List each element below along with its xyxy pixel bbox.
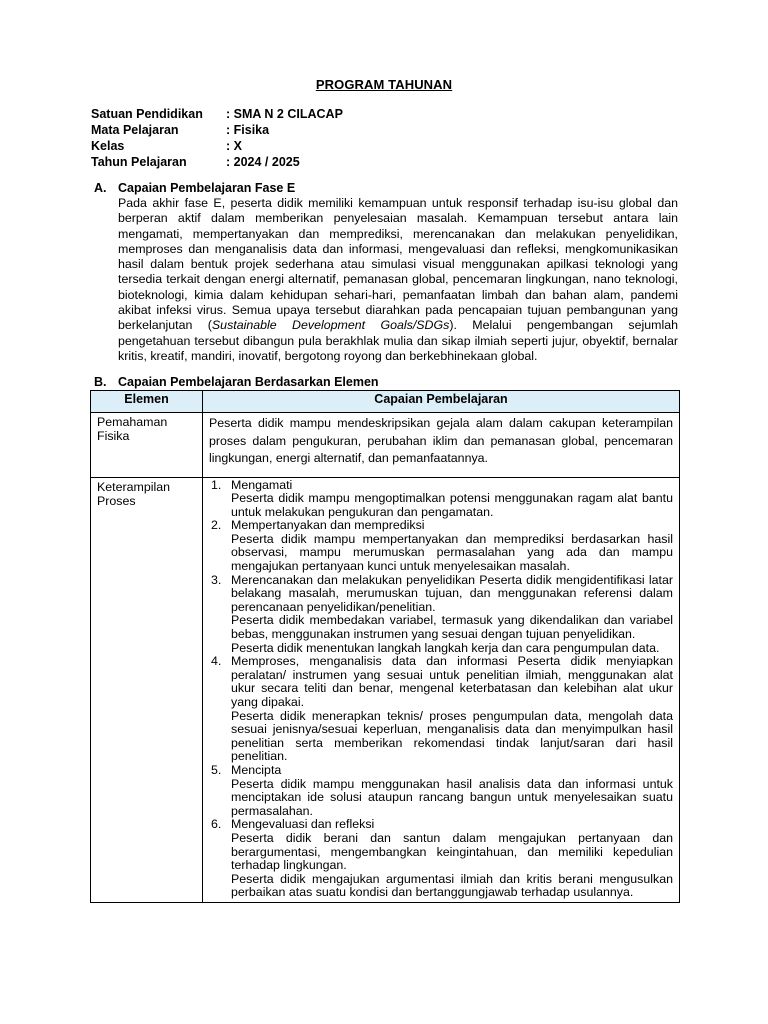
paragraph-text: Pada akhir fase E, peserta didik memiliki kemampuan untuk responsif terhadap isu-isu global dan berperan aktif dalam memberikan penyelesaian masalah. Kemampuan tersebut antara lain mengamati, mempertanyakan dan memprediksi, merencanakan dan melakukan penyelidikan, memproses dan menganalisis data dan informasi, mengevaluasi dan refleksi, mengkomunikasikan hasil dalam bentuk projek sederhana atau simulasi visual menggunakan apilkasi teknologi yang tersedia terkait dengan energi alternatif, pemanasan global, pencemaran lingkungan, nano teknologi, bioteknologi, kimia dalam kehidupan sehari-hari, pemanfaatan limbah dan bahan alam, pandemi akibat infeksi virus. Semua upaya tersebut diarahkan pada pencapaian tujuan pembangunan yang berkelanjutan ( bbox=[118, 196, 678, 333]
table-row bbox=[91, 413, 680, 478]
step-title: Mengamati bbox=[231, 477, 293, 492]
table-header-row bbox=[91, 391, 680, 413]
column-header-outcome: Capaian Pembelajaran bbox=[203, 391, 680, 413]
step-text: Peserta didik menentukan langkah langkah kerja dan cara pengumpulan data. bbox=[231, 640, 660, 655]
table-row bbox=[91, 477, 680, 902]
paragraph-italic-text: Sustainable Development Goals/SDGs bbox=[211, 318, 450, 333]
identity-block bbox=[91, 106, 343, 170]
step-text: Peserta didik berani dan santun dalam mengajukan pertanyaan dan berargumentasi, mengembangkan keingintahuan, dan memiliki kepedulian terhadap lingkungan. bbox=[231, 830, 673, 873]
meta-label: Kelas bbox=[91, 139, 125, 153]
outcome-cell: Peserta didik mampu mendeskripsikan gejala alam dalam cakupan keterampilan proses dalam pengukuran, perubahan iklim dan pemanasan global, pencemaran lingkungan, energi alternatif, dan pemanfaatannya. bbox=[203, 413, 680, 478]
meta-value: : 2024 / 2025 bbox=[226, 155, 300, 169]
section-title: Capaian Pembelajaran Fase E bbox=[118, 181, 296, 195]
meta-label: Tahun Pelajaran bbox=[91, 155, 187, 169]
list-number: 4. bbox=[211, 654, 222, 669]
meta-value: : SMA N 2 CILACAP bbox=[226, 107, 343, 121]
section-title: Capaian Pembelajaran Berdasarkan Elemen bbox=[118, 375, 379, 389]
section-letter: A. bbox=[94, 181, 107, 195]
step-text: Peserta didik mampu mempertanyakan dan memprediksi berdasarkan hasil observasi, mampu merumuskan permasalahan yang ada dan mampu mengajukan pertanyaan kunci untuk menyelesaikan masalah. bbox=[231, 531, 673, 574]
meta-value: : Fisika bbox=[226, 123, 270, 137]
list-item bbox=[207, 764, 673, 818]
list-number: 6. bbox=[211, 817, 222, 832]
section-b-heading bbox=[94, 375, 379, 389]
list-item bbox=[207, 479, 673, 520]
meta-row-subject bbox=[91, 122, 343, 138]
meta-row-class bbox=[91, 138, 343, 154]
step-text: Peserta didik mampu menggunakan hasil analisis data dan informasi untuk menciptakan ide solusi ataupun rancang bangun untuk menyelesaikan suatu permasalahan. bbox=[231, 776, 673, 818]
list-item bbox=[207, 574, 673, 656]
learning-outcomes-table bbox=[90, 390, 680, 903]
step-text: Peserta didik membedakan variabel, termasuk yang dikendalikan dan variabel bebas, menggunakan instrumen yang sesuai dengan tujuan penyelidikan. bbox=[231, 613, 673, 642]
meta-label: Mata Pelajaran bbox=[91, 123, 179, 137]
list-number: 2. bbox=[211, 518, 222, 533]
step-text: Peserta didik menerapkan teknis/ proses pengumpulan data, mengolah data sesuai jenisnya/sesuai keperluan, menganalisis data dan menyimpulkan hasil penelitian serta memberikan rekomendasi tindak lanjut/saran dari hasil penelitian. bbox=[231, 708, 673, 764]
meta-label: Satuan Pendidikan bbox=[91, 107, 203, 121]
element-cell: Pemahaman Fisika bbox=[91, 413, 203, 478]
element-cell: Keterampilan Proses bbox=[91, 477, 203, 902]
step-title: Merencanakan dan melakukan penyelidikan Peserta didik mengidentifikasi latar belakang masalah, merumuskan tujuan, dan menggunakan referensi dalam perencanaan penyelidikan/penelitian. bbox=[231, 572, 673, 614]
meta-value: : X bbox=[226, 139, 242, 153]
step-text: Peserta didik mengajukan argumentasi ilmiah dan kritis berani mengusulkan perbaikan atas suatu kondisi dan bertanggungjawab terhadap usulannya. bbox=[231, 871, 673, 900]
paragraph-text: ). Melalui pengembangan sejumlah pengetahuan tersebut dibangun pula berakhlak mulia dan sikap ilmiah seperti jujur, obyektif, bernalar kritis, kreatif, mandiri, inovatif, bergotong royong dan berkebhinekaan global. bbox=[118, 318, 678, 363]
process-steps-list bbox=[207, 479, 673, 900]
list-number: 1. bbox=[211, 477, 222, 492]
step-title: Mengevaluasi dan refleksi bbox=[231, 817, 375, 832]
list-number: 5. bbox=[211, 762, 222, 777]
list-item bbox=[207, 655, 673, 764]
list-number: 3. bbox=[211, 572, 222, 587]
section-a-paragraph bbox=[118, 196, 678, 364]
step-text: Peserta didik mampu mengoptimalkan potensi menggunakan ragam alat bantu untuk melakukan pengukuran dan pengamatan. bbox=[231, 491, 673, 519]
meta-row-year bbox=[91, 154, 343, 170]
document-title: PROGRAM TAHUNAN bbox=[315, 77, 453, 92]
column-header-element: Elemen bbox=[91, 391, 203, 413]
step-title: Mempertanyakan dan memprediksi bbox=[231, 518, 425, 533]
step-title: Memproses, menganalisis data dan informasi Peserta didik menyiapkan peralatan/ instrumen yang sesuai untuk penelitian ilmiah, menggunakan alat ukur secara teliti dan benar, mengenal keterbatasan dan kelebihan alat ukur yang dipakai. bbox=[231, 654, 673, 709]
list-item bbox=[207, 519, 673, 573]
section-letter: B. bbox=[94, 375, 107, 389]
meta-row-school bbox=[91, 106, 343, 122]
list-item bbox=[207, 818, 673, 900]
section-a-heading bbox=[94, 181, 295, 195]
step-title: Mencipta bbox=[231, 762, 282, 777]
outcome-cell bbox=[203, 477, 680, 902]
